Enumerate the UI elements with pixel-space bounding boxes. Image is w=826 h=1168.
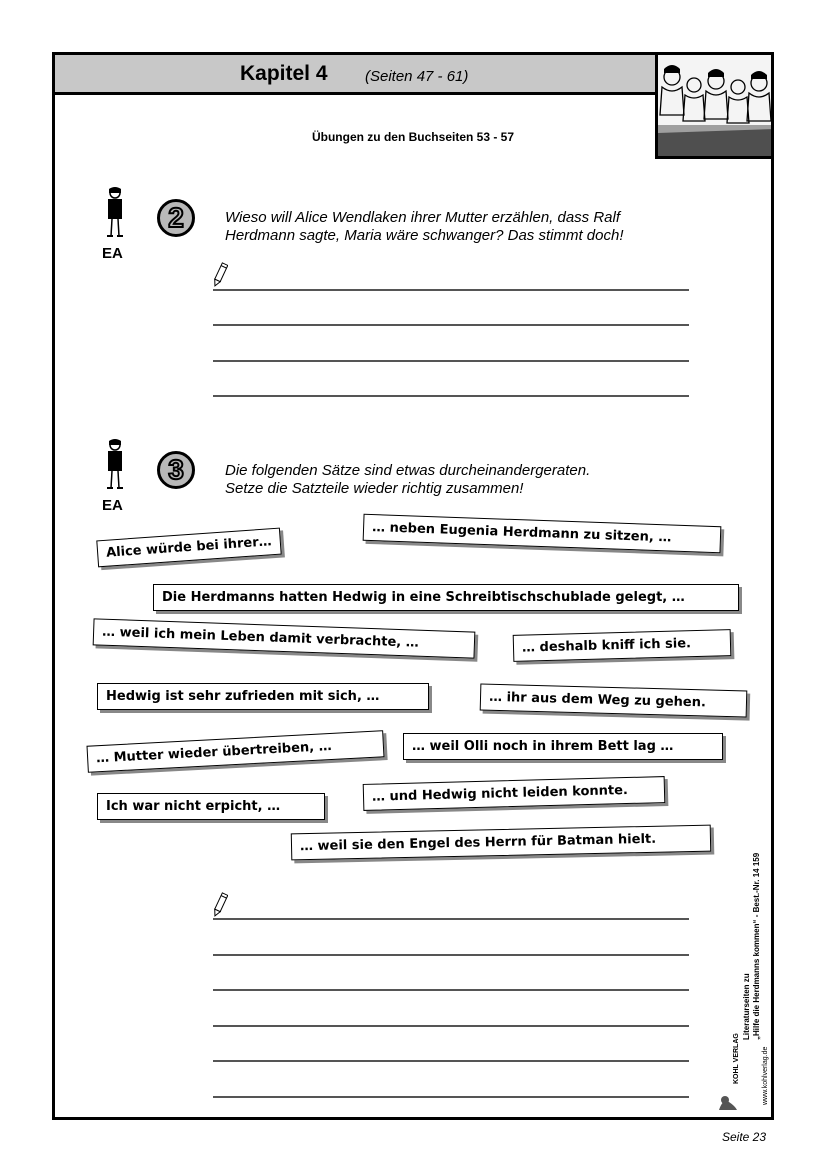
- sentence-strip[interactable]: Die Herdmanns hatten Hedwig in eine Schreibtischschublade gelegt, …: [153, 584, 739, 611]
- ea-label: EA: [102, 245, 123, 262]
- sentence-strip[interactable]: … und Hedwig nicht leiden konnte.: [363, 776, 666, 811]
- header-bar: [55, 55, 655, 95]
- task-number-badge: [157, 199, 195, 237]
- writing-line[interactable]: [213, 1096, 689, 1098]
- sentence-strip[interactable]: … weil Olli noch in ihrem Bett lag …: [403, 733, 723, 760]
- exercise-subtitle: Übungen zu den Buchseiten 53 - 57: [311, 130, 515, 144]
- publisher-url[interactable]: www.kohlverlag.de: [762, 1046, 769, 1105]
- task-number: 3: [168, 454, 184, 485]
- task-number-badge: [157, 451, 195, 489]
- page-number: Seite 23: [722, 1130, 767, 1144]
- writing-line[interactable]: [213, 1060, 689, 1062]
- writing-line[interactable]: [213, 918, 689, 920]
- publisher-logo: [717, 1033, 740, 1112]
- task3-instruction-line2: Setze die Satzteile wieder richtig zusammen!: [225, 480, 524, 497]
- writing-line[interactable]: [213, 1025, 689, 1027]
- task-number: 2: [168, 202, 184, 233]
- sentence-strip[interactable]: … neben Eugenia Herdmann zu sitzen, …: [363, 514, 722, 553]
- publisher-info: [742, 853, 762, 1040]
- writing-line[interactable]: [213, 395, 689, 397]
- ea-label: EA: [102, 497, 123, 514]
- sentence-strip[interactable]: … deshalb kniff ich sie.: [513, 629, 732, 662]
- chapter-title: Kapitel 4: [240, 62, 328, 85]
- sentence-strip[interactable]: Alice würde bei ihrer…: [96, 528, 281, 568]
- sentence-strip[interactable]: … weil ich mein Leben damit verbrachte, …: [93, 618, 476, 658]
- sentence-strip[interactable]: Ich war nicht erpicht, …: [97, 793, 325, 820]
- sentence-strip[interactable]: … ihr aus dem Weg zu gehen.: [480, 684, 748, 718]
- writing-line[interactable]: [213, 360, 689, 362]
- writing-line[interactable]: [213, 289, 689, 291]
- publisher-info-line1: Literaturseiten zu: [742, 973, 751, 1040]
- task2-instruction-line2: Herdmann sagte, Maria wäre schwanger? Das stimmt doch!: [225, 227, 624, 244]
- sentence-strip[interactable]: … Mutter wieder übertreiben, …: [86, 730, 384, 773]
- person-icon: [103, 438, 127, 499]
- publisher-info-line2: „Hilfe die Herdmanns kommen“ - Best.-Nr. 14 159: [752, 852, 761, 1040]
- sentence-strip[interactable]: Hedwig ist sehr zufrieden mit sich, …: [97, 683, 429, 710]
- chapter-pages: (Seiten 47 - 61): [365, 68, 469, 85]
- task3-instruction-line1: Die folgenden Sätze sind etwas durcheinandergeraten.: [225, 462, 591, 479]
- task2-instruction: [225, 209, 624, 245]
- logo-text: KOHL VERLAG: [733, 1033, 740, 1084]
- sentence-strip[interactable]: … weil sie den Engel des Herrn für Batman hielt.: [291, 825, 711, 861]
- person-icon: [103, 186, 127, 247]
- writing-line[interactable]: [213, 989, 689, 991]
- writing-line[interactable]: [213, 954, 689, 956]
- writing-line[interactable]: [213, 324, 689, 326]
- task3-instruction: [225, 462, 590, 498]
- task2-instruction-line1: Wieso will Alice Wendlaken ihrer Mutter erzählen, dass Ralf: [225, 209, 621, 226]
